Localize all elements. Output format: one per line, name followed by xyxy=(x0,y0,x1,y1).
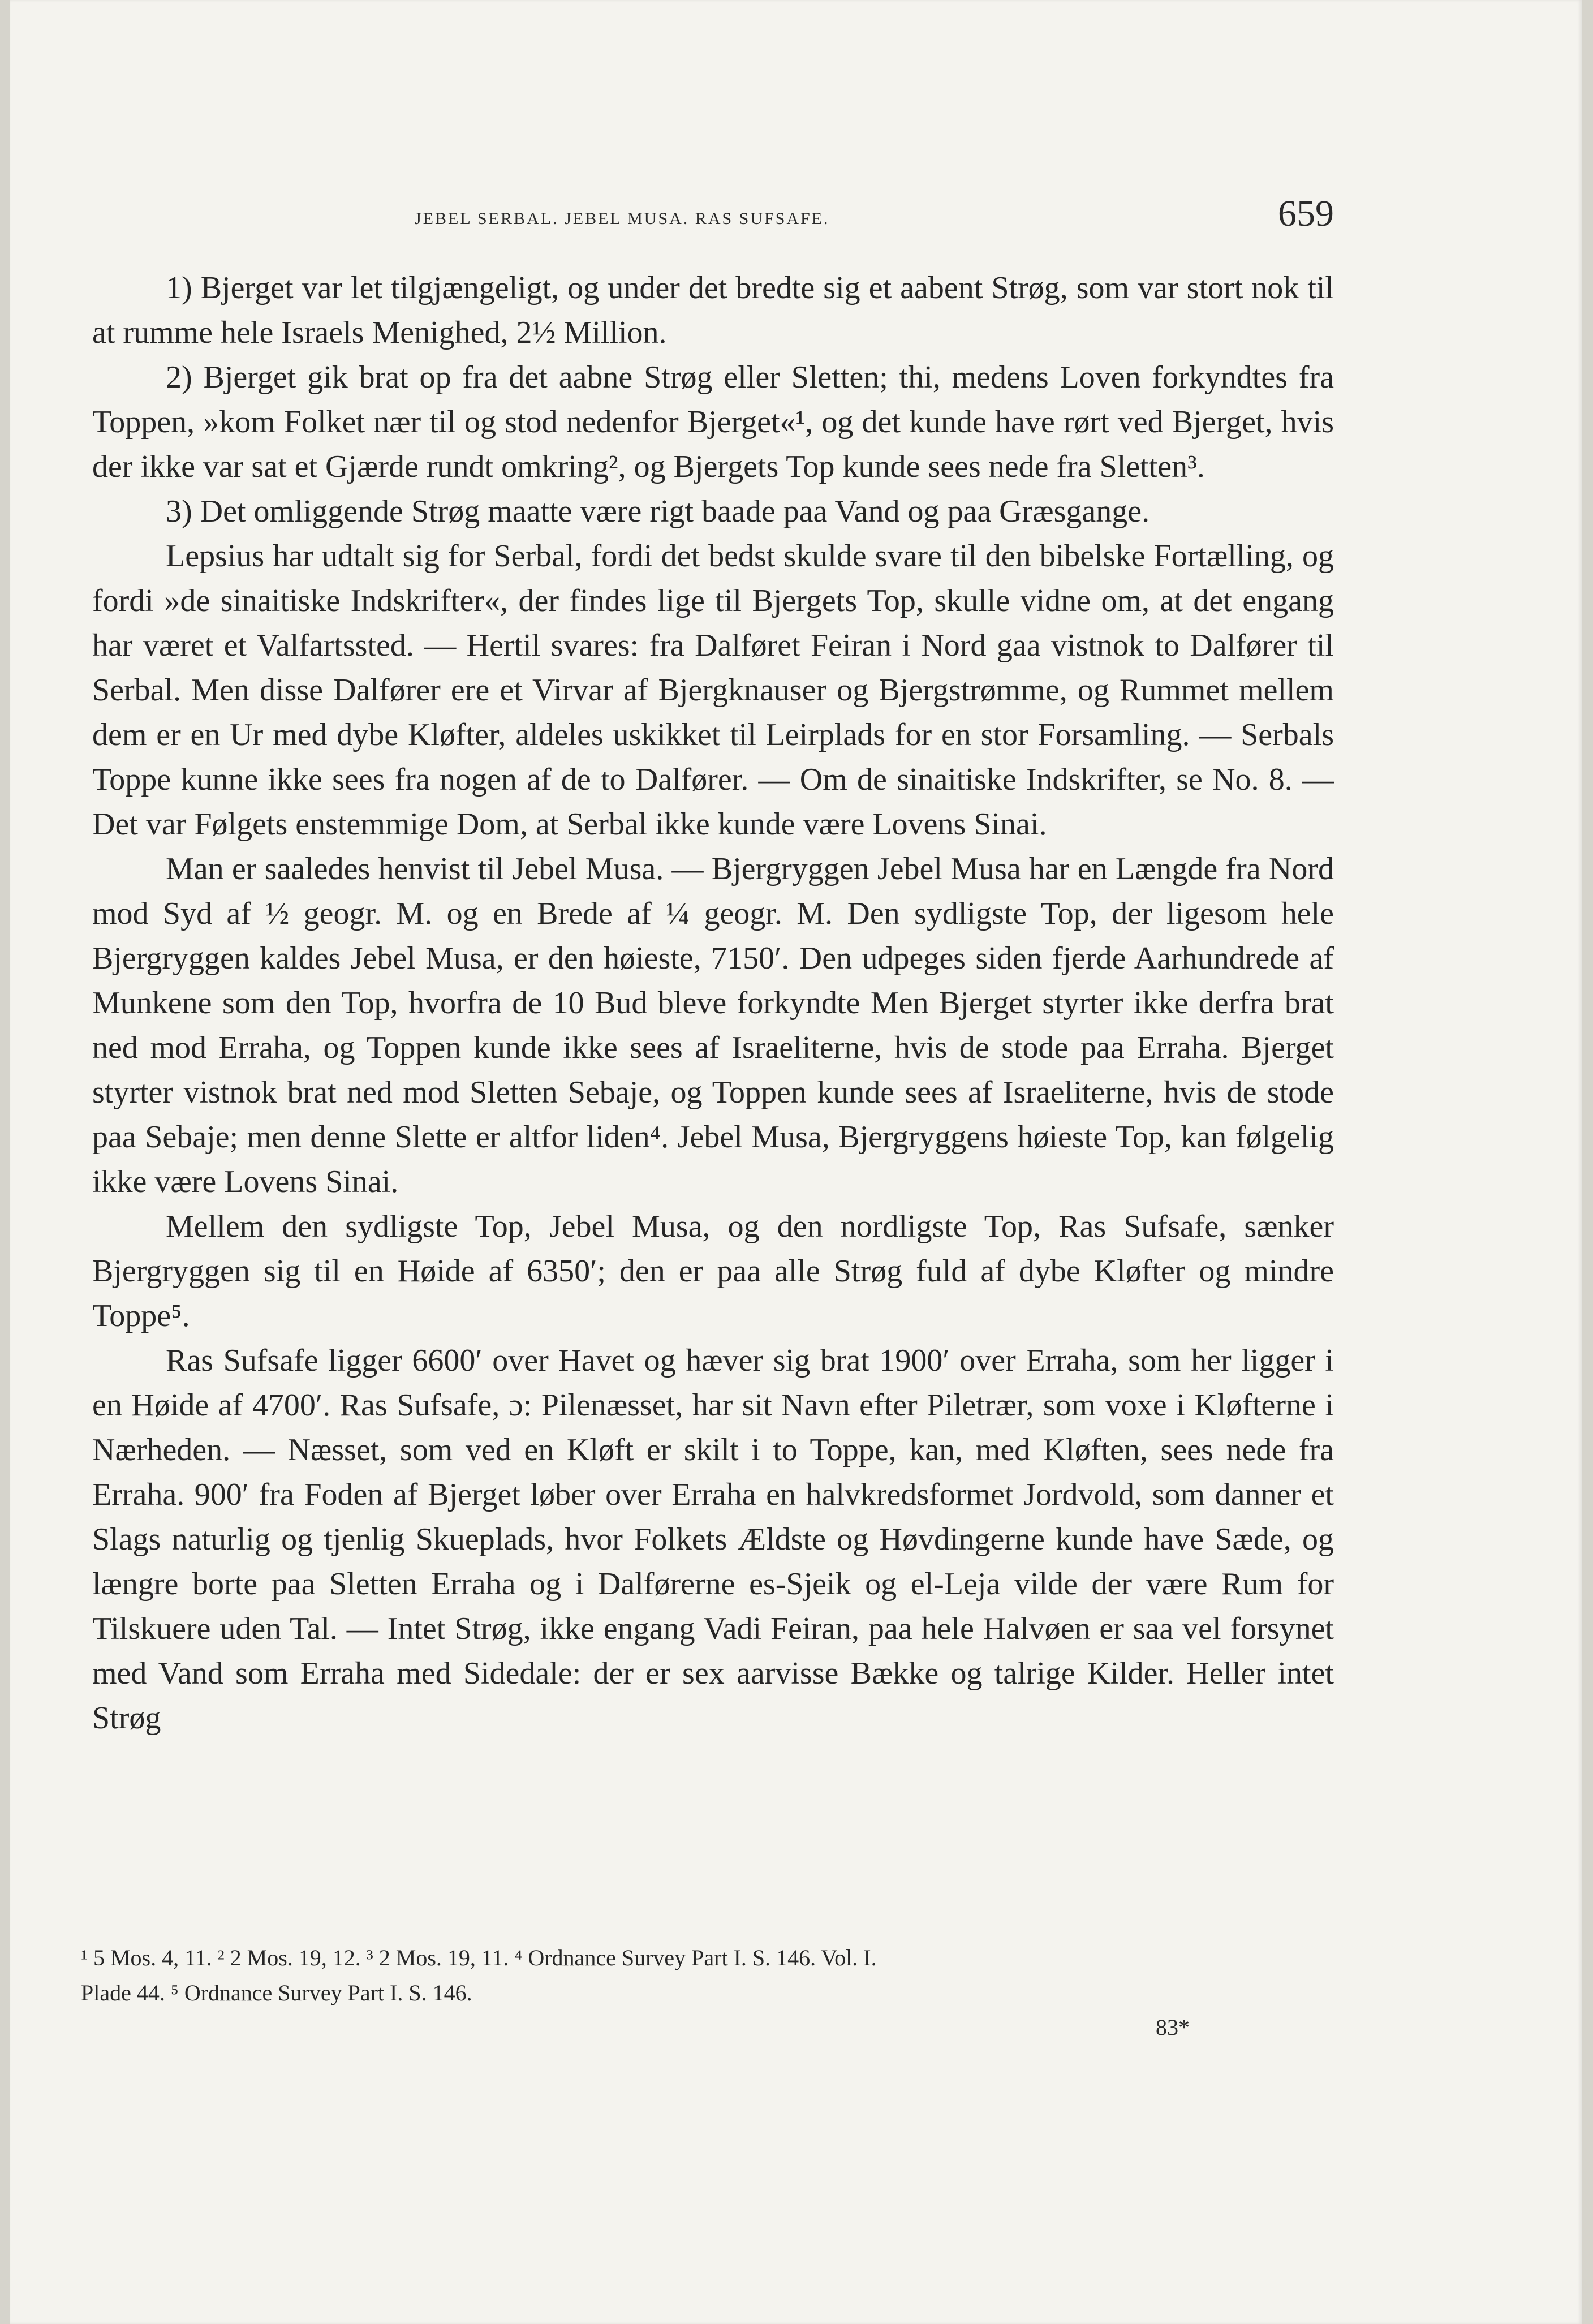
page-number: 659 xyxy=(1278,193,1334,234)
page-header xyxy=(92,187,1334,243)
paragraph-1: 1) Bjerget var let tilgjængeligt, og under det bredte sig et aabent Strøg, som var stort nok til at rumme hele Israels Menighed, 2½ Million. xyxy=(92,270,1334,350)
paragraph-7: Ras Sufsafe ligger 6600′ over Havet og hæver sig brat 1900′ over Erraha, som her ligger i en Høide af 4700′. Ras Sufsafe, ɔ: Pilenæsset, har sit Navn efter Piletrær, som voxe i Kløfterne i Nærheden. — Næsset, som ved en Kløft er skilt i to Toppe, kan, med Kløften, sees nede fra Erraha. 900′ fra Foden af Bjerget løber over Erraha en halvkredsformet Jordvold, som danner et Slags naturlig og tjenlig Skueplads, hvor Folkets Ældste og Høvdingerne kunde have Sæde, og længre borte paa Sletten Erraha og i Dalførerne es-Sjeik og el-Leja vilde der være Rum for Tilskuere uden Tal. — Intet Strøg, ikke engang Vadi Feiran, paa hele Halvøen er saa vel forsynet med Vand som Erraha med Sidedale: der er sex aarvisse Bække og talrige Kilder. Heller intet Strøg xyxy=(92,1343,1334,1736)
paragraph-5: Man er saaledes henvist til Jebel Musa. — Bjergryggen Jebel Musa har en Længde fra Nord mod Syd af ½ geogr. M. og en Brede af ¼ geogr. M. Den sydligste Top, der ligesom hele Bjergryggen kaldes Jebel Musa, er den høieste, 7150′. Den udpeges siden fjerde Aarhundrede af Munkene som den Top, hvorfra de 10 Bud bleve forkyndte Men Bjerget styrter ikke derfra brat ned mod Erraha, og Toppen kunde ikke sees af Israeliterne, hvis de stode paa Erraha. Bjerget styrter vistnok brat ned mod Sletten Sebaje, og Toppen kunde sees af Israeliterne, hvis de stode paa Sebaje; men denne Slette er altfor liden⁴. Jebel Musa, Bjergryggens høieste Top, kan følgelig ikke være Lovens Sinai. xyxy=(92,851,1334,1199)
body-text xyxy=(92,266,1334,1741)
footnote-line-1: ¹ 5 Mos. 4, 11. ² 2 Mos. 19, 12. ³ 2 Mos. 19, 11. ⁴ Ordnance Survey Part I. S. 146. Vol. I. xyxy=(81,1945,877,1970)
paragraph-4: Lepsius har udtalt sig for Serbal, fordi det bedst skulde svare til den bibelske Fortælling, og fordi »de sinaitiske Indskrifter«, der findes lige til Bjergets Top, skulle vidne om, at det engang har været et Valfartssted. — Hertil svares: fra Dalføret Feiran i Nord gaa vistnok to Dalfører til Serbal. Men disse Dalfører ere et Virvar af Bjergknauser og Bjergstrømme, og Rummet mellem dem er en Ur med dybe Kløfter, aldeles uskikket til Leirplads for en stor Forsamling. — Serbals Toppe kunne ikke sees fra nogen af de to Dalfører. — Om de sinaitiske Indskrifter, se No. 8. — Det var Følgets enstemmige Dom, at Serbal ikke kunde være Lovens Sinai. xyxy=(92,539,1334,842)
paragraph-6: Mellem den sydligste Top, Jebel Musa, og den nordligste Top, Ras Sufsafe, sænker Bjergryggen sig til en Høide af 6350′; den er paa alle Strøg fuld af dybe Kløfter og mindre Toppe⁵. xyxy=(92,1209,1334,1333)
running-head: JEBEL SERBAL. JEBEL MUSA. RAS SUFSAFE. xyxy=(415,209,830,228)
book-page xyxy=(10,0,1582,2324)
paragraph-2: 2) Bjerget gik brat op fra det aabne Strøg eller Sletten; thi, medens Loven forkyndtes fra Toppen, »kom Folket nær til og stod nedenfor Bjerget«¹, og det kunde have rørt ved Bjerget, hvis der ikke var sat et Gjærde rundt omkring², og Bjergets Top kunde sees nede fra Sletten³. xyxy=(92,360,1334,484)
paragraph-3: 3) Det omliggende Strøg maatte være rigt baade paa Vand og paa Græsgange. xyxy=(166,494,1150,529)
footnotes xyxy=(81,1940,1320,2011)
footnote-line-2: Plade 44. ⁵ Ordnance Survey Part I. S. 146. xyxy=(81,1980,472,2005)
printer-signature: 83* xyxy=(1156,2015,1190,2040)
